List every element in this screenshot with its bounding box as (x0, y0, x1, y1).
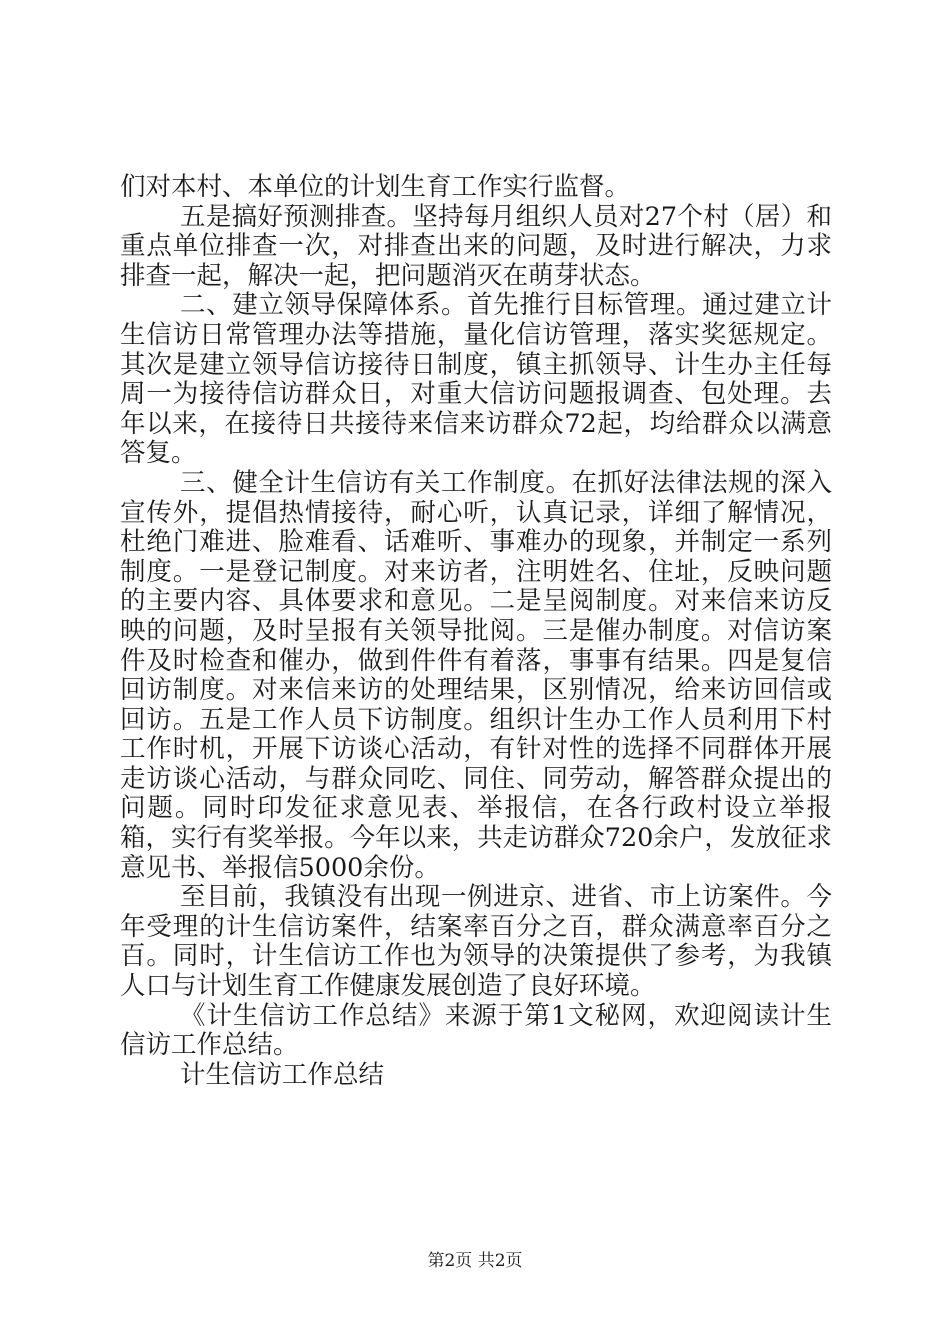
paragraph-section-three: 三、健全计生信访有关工作制度。在抓好法律法规的深入宣传外，提倡热情接待，耐心听，认真记录，详细了解情况，杜绝门难进、脸难看、话难听、事难办的现象，并制定一系列制度。一是登记制度。对来访者，注明姓名、住址，反映问题的主要内容、具体要求和意见。二是呈阅制度。对来信来访反映的问题，及时呈报有关领导批阅。三是催办制度。对信访案件及时检查和催办，做到件件有着落，事事有结果。四是复信回访制度。对来信来访的处理结果，区别情况，给来访回信或回访。五是工作人员下访制度。组织计生办工作人员利用下村工作时机，开展下访谈心活动，有针对性的选择不同群体开展走访谈心活动，与群众同吃、同住、同劳动，解答群众提出的问题。同时印发征求意见表、举报信，在各行政村设立举报箱，实行有奖举报。今年以来，共走访群众720余户，发放征求意见书、举报信5000余份。 (120, 467, 832, 883)
paragraph-item-five: 五是搞好预测排查。坚持每月组织人员对27个村（居）和重点单位排查一次，对排查出来的问题，及时进行解决，力求排查一起，解决一起，把问题消灭在萌芽状态。 (120, 201, 832, 291)
page-footer: 第2页 共2页 (427, 1251, 523, 1271)
paragraph-conclusion: 至目前，我镇没有出现一例进京、进省、市上访案件。今年受理的计生信访案件，结案率百分之百，群众满意率百分之百。同时，计生信访工作也为领导的决策提供了参考，为我镇人口与计划生育工作健康发展创造了良好环境。 (120, 882, 832, 1002)
paragraph-section-two: 二、建立领导保障体系。首先推行目标管理。通过建立计生信访日常管理办法等措施，量化信访管理，落实奖惩规定。其次是建立领导信访接待日制度，镇主抓领导、计生办主任每周一为接待信访群众日，对重大信访问题报调查、包处理。去年以来，在接待日共接待来信来访群众72起，均给群众以满意答复。 (120, 290, 832, 469)
document-body (120, 173, 832, 1090)
trailing-title: 计生信访工作总结 (180, 1059, 385, 1090)
paragraph-continuation: 们对本村、本单位的计划生育工作实行监督。 (120, 172, 631, 202)
paragraph-source-note: 《计生信访工作总结》来源于第1文秘网，欢迎阅读计生信访工作总结。 (120, 1000, 832, 1061)
